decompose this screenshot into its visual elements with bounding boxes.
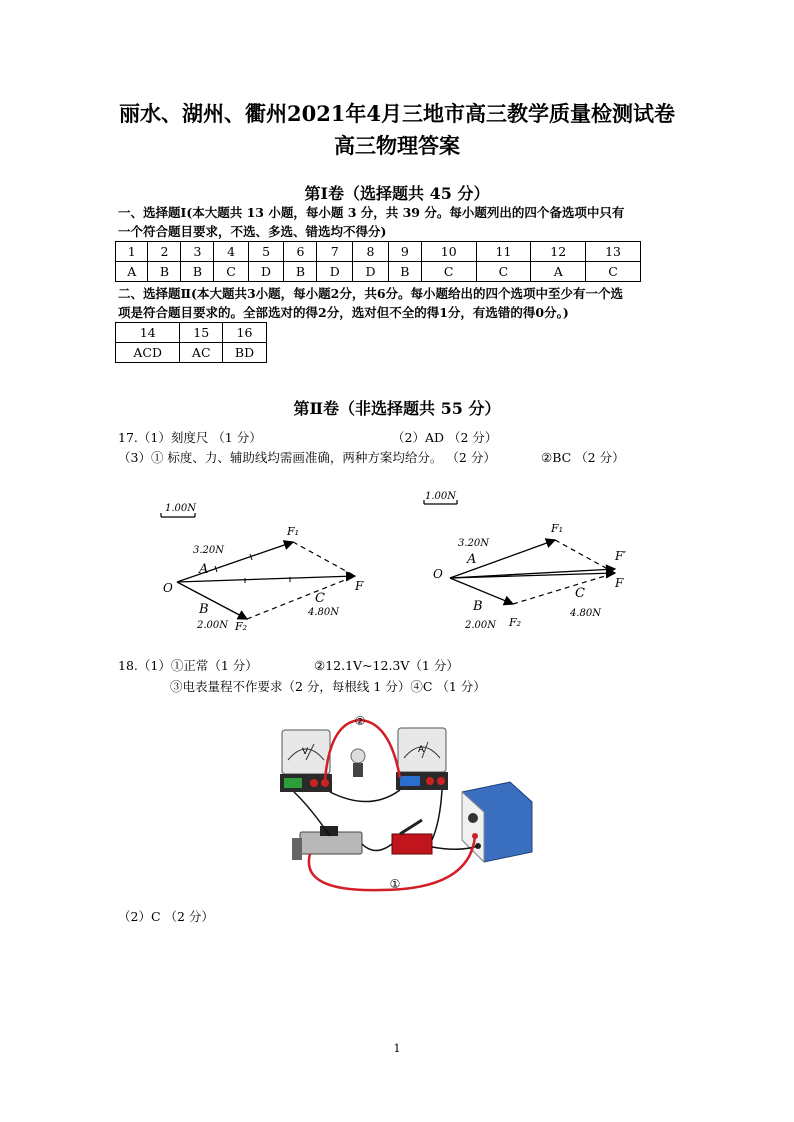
answer-table-1 — [115, 241, 641, 282]
table-cell: A — [531, 262, 586, 282]
q17-answer-1: 17.（1）刻度尺 （1 分） — [118, 430, 262, 445]
label-fprime: F′ — [615, 549, 627, 563]
label-f1-right: F₁ — [551, 522, 564, 535]
bulb — [351, 749, 365, 777]
table-cell: AC — [180, 343, 223, 363]
part2-heading: 第Ⅱ卷（非选择题共 55 分） — [293, 399, 501, 418]
scale-label-right: 1.00N — [425, 491, 457, 502]
switch — [392, 820, 432, 854]
circuit-label-1: ① — [389, 877, 401, 891]
table-cell: 14 — [116, 323, 180, 343]
label-f2-right: F₂ — [509, 616, 522, 629]
label-a-right: A — [467, 552, 477, 567]
document-title: 丽水、湖州、衢州2021年4月三地市高三教学质量检测试卷 — [118, 101, 676, 126]
q18-answer-part2: （2）C （2 分） — [118, 909, 214, 924]
table-cell: A — [116, 262, 148, 282]
table-cell: 8 — [353, 242, 389, 262]
table-cell: 13 — [586, 242, 641, 262]
value-b: 2.00N — [197, 620, 229, 631]
label-b-right: B — [473, 599, 483, 614]
table-cell: 6 — [284, 242, 317, 262]
table-cell: BD — [223, 343, 267, 363]
table-cell: ACD — [116, 343, 180, 363]
document-subtitle: 高三物理答案 — [334, 133, 460, 158]
q18-answer-1: 18.（1）①正常（1 分） — [118, 658, 258, 673]
table-cell: 9 — [388, 242, 421, 262]
table-cell: B — [181, 262, 214, 282]
table-cell: 3 — [181, 242, 214, 262]
table-row-numbers — [116, 242, 641, 262]
table-row-answers — [116, 262, 641, 282]
table-cell: C — [214, 262, 248, 282]
q18-answer-2: ②12.1V~12.3V（1 分） — [314, 658, 459, 673]
section2-desc-line2: 项是符合题目要求的。全部选对的得2分，选对但不全的得1分，有选错的得0分。) — [118, 305, 569, 320]
table-cell: D — [317, 262, 353, 282]
q17-answer-2: （2）AD （2 分） — [392, 430, 498, 445]
circuit-label-2: ② — [354, 714, 366, 728]
table-cell: B — [148, 262, 181, 282]
label-f2: F₂ — [235, 620, 248, 633]
label-f: F — [355, 579, 364, 593]
table-cell: B — [284, 262, 317, 282]
label-f1: F₁ — [287, 525, 300, 538]
label-c: C — [315, 591, 325, 606]
section1-desc-line2: 一个符合题目要求，不选、多选、错选均不得分) — [118, 224, 387, 239]
q18-answer-3: ③电表量程不作要求（2 分，每根线 1 分）④C （1 分） — [170, 679, 486, 694]
table-cell: C — [476, 262, 531, 282]
voltmeter — [280, 730, 332, 792]
value-b-right: 2.00N — [465, 620, 497, 631]
value-a: 3.20N — [193, 545, 225, 556]
table-cell: 2 — [148, 242, 181, 262]
table-row-numbers — [116, 323, 267, 343]
table-cell: 5 — [248, 242, 284, 262]
page-number: 1 — [393, 1042, 401, 1055]
label-c-right: C — [575, 586, 585, 601]
force-diagram-right — [424, 491, 626, 631]
force-diagram-left — [161, 503, 364, 633]
label-a: A — [199, 562, 209, 577]
table-cell: 7 — [317, 242, 353, 262]
voltmeter-label: V — [302, 747, 309, 757]
force-diagrams — [115, 480, 675, 640]
label-o-right: O — [433, 567, 443, 581]
value-a-right: 3.20N — [458, 538, 490, 549]
table-row-answers — [116, 343, 267, 363]
value-c: 4.80N — [308, 607, 340, 618]
table-cell: 1 — [116, 242, 148, 262]
table-cell: 12 — [531, 242, 586, 262]
table-cell: D — [248, 262, 284, 282]
label-o: O — [163, 581, 173, 595]
section2-desc-line1: 二、选择题Ⅱ(本大题共3小题，每小题2分，共6分。每小题给出的四个选项中至少有一个选 — [118, 286, 624, 301]
table-cell: 16 — [223, 323, 267, 343]
table-cell: B — [388, 262, 421, 282]
part1-heading: 第Ⅰ卷（选择题共 45 分） — [304, 184, 490, 203]
q17-answer-3b: ②BC （2 分） — [541, 450, 625, 465]
table-cell: 10 — [421, 242, 476, 262]
table-cell: C — [586, 262, 641, 282]
scale-label: 1.00N — [165, 503, 197, 514]
label-f-right: F — [615, 576, 624, 590]
table-cell: 15 — [180, 323, 223, 343]
circuit-illustration — [270, 712, 540, 897]
ammeter — [396, 728, 448, 790]
ammeter-label: A — [418, 745, 425, 755]
table-cell: 11 — [476, 242, 531, 262]
value-c-right: 4.80N — [570, 608, 602, 619]
table-cell: C — [421, 262, 476, 282]
section1-desc-line1: 一、选择题Ⅰ(本大题共 13 小题，每小题 3 分，共 39 分。每小题列出的四个备选项中只有 — [118, 205, 625, 220]
q17-answer-3a: （3）① 标度、力、辅助线均需画准确，两种方案均给分。 （2 分） — [118, 450, 496, 465]
table-cell: D — [353, 262, 389, 282]
table-cell: 4 — [214, 242, 248, 262]
answer-table-2 — [115, 322, 267, 363]
label-b: B — [199, 602, 209, 617]
